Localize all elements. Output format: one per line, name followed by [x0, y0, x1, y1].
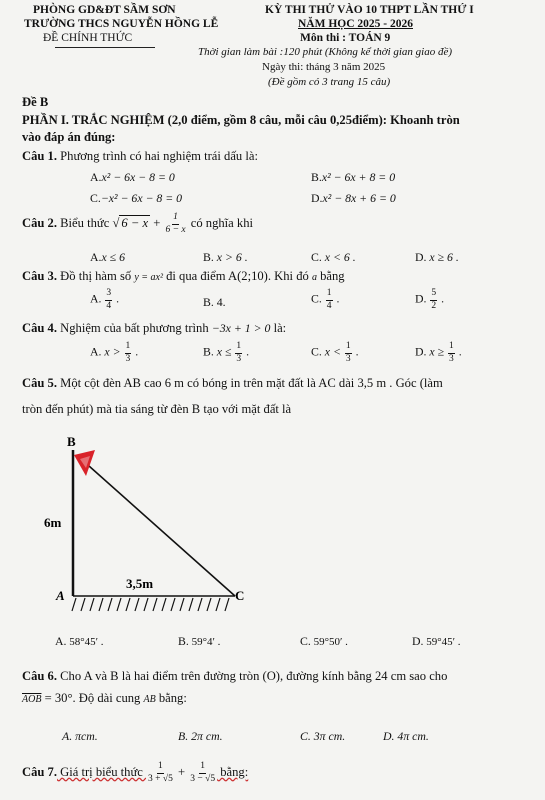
- numerator: 1: [235, 342, 242, 354]
- height-label: 6m: [44, 515, 62, 530]
- q3-option-a[interactable]: [90, 289, 119, 311]
- option-value: x² − 8x + 6 = 0: [322, 191, 396, 205]
- option-letter: A.: [90, 344, 102, 359]
- variable-a: a: [311, 272, 317, 283]
- q6-option-b[interactable]: [178, 729, 223, 744]
- option-letter: B.: [178, 729, 189, 743]
- question-text: Đồ thị hàm số: [57, 269, 135, 283]
- q3-option-c[interactable]: [311, 289, 339, 311]
- header-exam: KỲ THI THỬ VÀO 10 THPT LẦN THỨ I: [265, 4, 474, 16]
- fraction: [448, 342, 455, 364]
- option-dot: .: [352, 344, 359, 359]
- question-text: Một cột đèn AB cao 6 m có bóng in trên mặt đất là AC dài 3,5 m . Góc (làm: [57, 376, 443, 390]
- numerator: 1: [326, 289, 333, 301]
- exam-code: Đề B: [22, 95, 49, 109]
- option-letter: D.: [311, 191, 323, 205]
- q1-option-b[interactable]: [311, 170, 395, 185]
- question-label: Câu 6.: [22, 669, 57, 683]
- option-value: 3π cm.: [313, 729, 346, 743]
- fraction: [235, 342, 242, 364]
- option-value: πcm.: [75, 729, 98, 743]
- question-2: [22, 213, 253, 235]
- question-label: Câu 1.: [22, 149, 57, 163]
- option-value: −x² − 6x − 8 = 0: [100, 191, 183, 205]
- question-7: [22, 762, 248, 784]
- question-5-cont: tròn đến phút) mà tia sáng từ đèn B tạo với mặt đất là: [22, 402, 292, 416]
- option-letter: A.: [90, 291, 102, 306]
- numerator: 1: [448, 342, 455, 354]
- option-letter: B.: [203, 344, 214, 359]
- arc-aob: $\overline{AOB}$: [22, 694, 42, 705]
- option-prefix: x ≤: [216, 344, 235, 359]
- option-value: x < 6 .: [324, 250, 356, 264]
- q5-option-c[interactable]: [300, 634, 348, 649]
- fraction: [164, 213, 186, 235]
- q4-option-b[interactable]: [203, 342, 249, 364]
- q5-option-b[interactable]: [178, 634, 220, 649]
- denominator: 3: [125, 353, 131, 364]
- question-4: [22, 321, 286, 336]
- q2-option-a[interactable]: [90, 250, 125, 265]
- option-letter: B.: [203, 295, 214, 309]
- fraction: [430, 289, 437, 311]
- header-left-rule: [55, 47, 155, 48]
- option-value: 4.: [216, 295, 226, 309]
- option-letter: C.: [311, 344, 322, 359]
- point-c-label: C: [235, 588, 245, 603]
- question-text: Biểu thức: [57, 215, 113, 230]
- question-text-end: bằng:: [217, 764, 249, 779]
- option-letter: C.: [300, 729, 311, 743]
- option-letter: B.: [311, 170, 322, 184]
- numerator: 1: [199, 762, 206, 774]
- option-letter: A.: [90, 170, 102, 184]
- question-text: Cho A và B là hai điểm trên đường tròn (O), đường kính bằng 24 cm sao cho: [57, 669, 448, 683]
- fraction: [345, 342, 352, 364]
- header-pages: (Đề gồm có 3 trang 15 câu): [268, 76, 391, 88]
- q3-option-d[interactable]: [415, 289, 444, 311]
- numerator: 1: [172, 213, 179, 225]
- question-text-end: là:: [270, 321, 287, 335]
- question-text-mid: = 30°. Độ dài cung: [41, 691, 144, 705]
- q3-option-b[interactable]: [203, 295, 226, 310]
- question-label: Câu 3.: [22, 269, 57, 283]
- denominator: 3 − √5: [190, 773, 216, 784]
- q1-option-d[interactable]: [311, 191, 396, 206]
- question-label: Câu 7.: [22, 764, 57, 779]
- denominator: 6 − x: [165, 224, 186, 235]
- q1-option-c[interactable]: [90, 191, 182, 206]
- q2-option-c[interactable]: [311, 250, 356, 265]
- option-dot: .: [113, 291, 120, 306]
- header-subject: Môn thi : TOÁN 9: [300, 32, 391, 44]
- fraction: [147, 762, 174, 784]
- sqrt-sign: √: [112, 215, 120, 230]
- q2-option-d[interactable]: [415, 250, 459, 265]
- header-org: PHÒNG GD&ĐT SẦM SƠN: [33, 4, 176, 16]
- header-time: Thời gian làm bài :120 phút (Không kể thời gian giao đề): [198, 46, 453, 58]
- denominator: 2: [431, 300, 437, 311]
- option-letter: A.: [90, 250, 102, 264]
- numerator: 1: [345, 342, 352, 354]
- function-expression: y = ax²: [134, 272, 163, 283]
- option-dot: .: [333, 291, 340, 306]
- option-value: 4π cm.: [397, 729, 429, 743]
- q4-option-d[interactable]: [415, 342, 462, 364]
- inequality: −3x + 1 > 0: [211, 321, 271, 335]
- option-value: 2π cm.: [191, 729, 223, 743]
- option-prefix: x <: [324, 344, 344, 359]
- question-3: [22, 269, 345, 284]
- point-a-label: A: [56, 588, 65, 603]
- denominator: 3: [236, 353, 242, 364]
- denominator: 3: [449, 353, 454, 364]
- fraction: [125, 342, 132, 364]
- question-label: Câu 2.: [22, 215, 57, 230]
- option-dot: .: [438, 291, 445, 306]
- option-dot: .: [243, 344, 250, 359]
- q6-option-a[interactable]: [62, 729, 98, 744]
- option-prefix: x ≥: [429, 344, 448, 359]
- question-text: Giá trị biểu thức: [57, 764, 147, 779]
- option-value: x² − 6x + 8 = 0: [321, 170, 396, 184]
- light-ray-bc: [80, 458, 235, 596]
- option-letter: A.: [55, 634, 67, 648]
- part1-title: PHẦN I. TRẮC NGHIỆM (2,0 điểm, gồm 8 câu, mỗi câu 0,25điểm): Khoanh tròn: [22, 113, 460, 127]
- denominator: 3: [345, 353, 351, 364]
- option-value: x > 6 .: [216, 250, 248, 264]
- option-value: 59°4′ .: [191, 636, 221, 648]
- option-value: 59°50′ .: [313, 636, 348, 648]
- q6-option-d[interactable]: [383, 729, 429, 744]
- option-letter: D.: [415, 250, 427, 264]
- question-6-cont: [22, 691, 187, 706]
- q6-option-c[interactable]: [300, 729, 345, 744]
- option-letter: C.: [90, 191, 101, 205]
- question-6: [22, 669, 447, 684]
- option-value: x² − 6x − 8 = 0: [101, 170, 175, 184]
- option-value: 59°45′ .: [426, 636, 461, 648]
- option-letter: D.: [415, 344, 427, 359]
- header-school: TRƯỜNG THCS NGUYỄN HỒNG LỄ: [24, 18, 219, 30]
- fraction: [105, 289, 112, 311]
- question-text-end: có nghĩa khi: [187, 215, 254, 230]
- numerator: 1: [125, 342, 132, 354]
- option-letter: D.: [415, 291, 427, 306]
- option-letter: C.: [300, 634, 311, 648]
- q2-option-b[interactable]: [203, 250, 248, 265]
- q5-option-d[interactable]: [412, 634, 461, 649]
- question-text-end: bằng: [316, 269, 345, 283]
- option-value: x ≥ 6 .: [429, 250, 459, 264]
- denominator: 4: [326, 300, 332, 311]
- option-dot: .: [132, 344, 139, 359]
- q5-option-a[interactable]: [55, 634, 104, 649]
- point-b-label: B: [67, 434, 76, 449]
- header-date: Ngày thi: tháng 3 năm 2025: [262, 61, 386, 73]
- question-label: Câu 4.: [22, 321, 57, 335]
- option-prefix: x >: [104, 344, 124, 359]
- question-1: [22, 149, 258, 164]
- option-letter: D.: [383, 729, 395, 743]
- header-year: NĂM HỌC 2025 - 2026: [298, 18, 413, 30]
- option-dot: .: [455, 344, 462, 359]
- question-text-mid: đi qua điểm A(2;10). Khi đó: [162, 269, 312, 283]
- numerator: 1: [157, 762, 164, 774]
- option-value: 58°45′ .: [69, 636, 104, 648]
- ground-hatching: [72, 598, 229, 611]
- arc-ab: AB: [143, 694, 156, 705]
- fraction: [189, 762, 216, 784]
- numerator: 3: [105, 289, 112, 301]
- denominator: 3 + √5: [148, 773, 173, 784]
- question-text-end: bằng:: [155, 691, 187, 705]
- plus-sign: +: [174, 764, 189, 779]
- q1-option-a[interactable]: [90, 170, 175, 185]
- question-text: Nghiệm của bất phương trình: [57, 321, 212, 335]
- q4-option-a[interactable]: [90, 342, 138, 364]
- base-label: 3,5m: [126, 576, 154, 591]
- option-letter: C.: [311, 250, 322, 264]
- numerator: 5: [430, 289, 437, 301]
- lamp-post-figure: [40, 430, 260, 630]
- denominator: 4: [106, 300, 112, 311]
- question-5: [22, 376, 443, 391]
- option-letter: B.: [203, 250, 214, 264]
- fraction: [326, 289, 333, 311]
- part1-title-cont: vào đáp án đúng:: [22, 130, 116, 144]
- question-text: Phương trình có hai nghiệm trái dấu là:: [57, 149, 258, 163]
- header-official: ĐỀ CHÍNH THỨC: [43, 32, 133, 44]
- option-letter: B.: [178, 634, 189, 648]
- option-value: x ≤ 6: [101, 250, 125, 264]
- option-letter: C.: [311, 291, 322, 306]
- sqrt-argument: 6 − x: [121, 215, 149, 230]
- option-letter: D.: [412, 634, 424, 648]
- q4-option-c[interactable]: [311, 342, 359, 364]
- question-label: Câu 5.: [22, 376, 57, 390]
- option-letter: A.: [62, 729, 73, 743]
- plus-sign: +: [150, 215, 164, 230]
